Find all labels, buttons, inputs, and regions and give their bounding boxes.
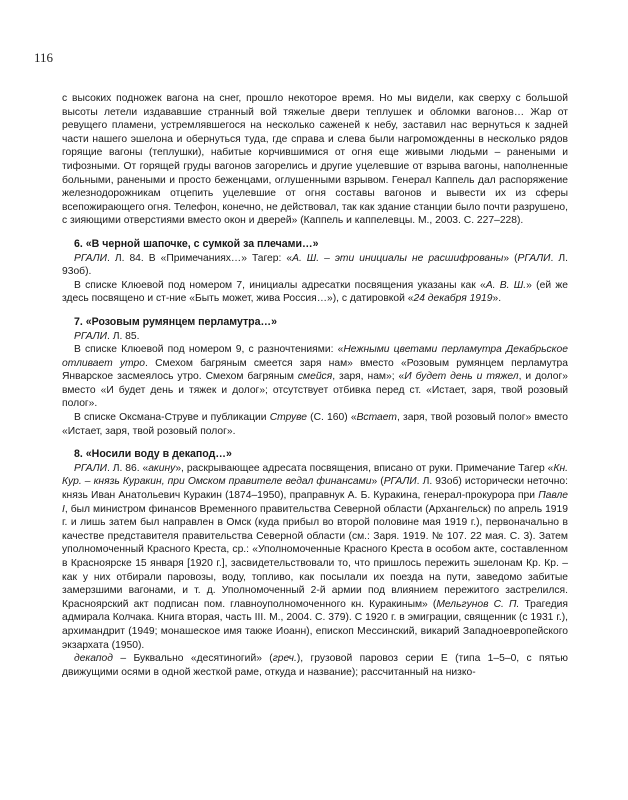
section-7-paragraph-2: В списке Клюевой под номером 9, с разночтениями: «Нежными цветами перламутра Декабрьское отливает утро. Смехом багряным смеется заря нам» вместо «Розовым румянцем перламутра Январское засмеялось утро. Смехом багряным смейся, заря, нам»; «И будет день и тяжел, и долог» вместо «И будет день и тяжек и долог»; отсутствует отбивка перед ст. «Истает, заря, твой розовый полог». [62,344,568,410]
section-8-paragraph-1: РГАЛИ. Л. 86. «акину», раскрывающее адресата посвящения, вписано от руки. Примечание Тагер «Кн. Кур. – князь Куракин, при Омском правителе ведал финансами» (РГАЛИ. Л. 93об) исторически неточно: князь Иван Анатольевич Куракин (1874–1950), праправнук А. Б. Куракина, генерал-прокурора при Павле I, был министром финансов Временного правительства Северной области (Архангельск) по апрель 1919 г. и лишь затем был направлен в Омск (куда прибыл во второй половине мая 1919 г.), первоначально в качестве представителя правительства Северной области (см.: Заря. 1919. № 107. 22 мая. С. 3). Затем уполномоченный Красного Креста, ср.: «Уполномоченные Красного Креста в особом акте, составленном в Красноярске 15 января [1920 г.], засвидетельствовали то, что пришлось пережить эшелонам Кр. Кр. – как у них отбирали паровозы, воду, топливо, как посылали их поезда на пути, заведомо забитые замерзшими вагонами, и т. д. Уполномоченный 2-й армии под влиянием пережитого застрелился. Красноярский акт подписан пом. главноуполномоченного кн. Куракиным» (Мельгунов С. П. Трагедия адмирала Колчака. Книга вторая, часть III. М., 2004. С. 379). С 1920 г. в эмиграции, священник (с 1931 г.), архимандрит (1949; монашеское имя также Иоанн), епископ Мессинский, викарий Западноевропейского экзархата (1950). [62,462,568,651]
section-7-paragraph-3: В списке Оксмана-Струве и публикации Струве (С. 160) «Встает, заря, твой розовый полог» вместо «Истает, заря, твой розовый полог». [62,412,568,437]
section-8-paragraph-2: декапод – Буквально «десятиногий» (греч.), грузовой паровоз серии Е (типа 1–5–0, с пятью движущими осями в одной жесткой раме, откуда и название); рассчитанный на низко- [62,653,568,678]
section-7-heading: 7. «Розовым румянцем перламутра…» [74,315,278,328]
section-8-heading: 8. «Носили воду в декапод…» [74,448,232,461]
page-body [62,92,568,679]
section-6-paragraph-2: В списке Клюевой под номером 7, инициалы адресатки посвящения указаны как «А. В. Ш.» (ей же здесь посвящено и ст-ние «Быть может, жива Россия…»), с датировкой «24 декабря 1919». [62,279,568,305]
section-6-heading: 6. «В черной шапочке, с сумкой за плечами…» [74,237,319,250]
intro-paragraph: с высоких подножек вагона на снег, прошло некоторое время. Но мы видели, как сверху с большой высоты летели издававшие странный вой тяжелые двери теплушек и обломки вагонов… Жар от ревущего пламени, устремлявшегося на несколько саженей к небу, заставил нас вернуться к задней части нашего эшелона и обернуться туда, где справа и слева были нагроможденны в несколько рядов горящие вагоны (теплушки), набитые корчившимися от огня еще живыми людьми – ранеными и тифозными. От горящей груды вагонов загорелись и другие уцелевшие от взрыва вагоны, наполненные больными, ранеными и просто беженцами, оглушенными взрывом. Генерал Каппель дал распоряжение железнодорожникам отцепить уцелевшие от огня составы вагонов и вывести их из сферы всепожирающего огня. Телефон, конечно, не действовал, так как здание станции было почти разрушено, с зияющими отверстиями вместо окон и дверей» (Каппель и каппелевцы. М., 2003. С. 227–228). [62,93,568,227]
section-7-paragraph-1: РГАЛИ. Л. 85. [74,330,140,342]
section-6-paragraph-1: РГАЛИ. Л. 84. В «Примечаниях…» Тагер: «А. Ш. – эти инициалы не расшифрованы» (РГАЛИ. Л. 93об). [62,252,568,278]
page-number: 116 [34,50,54,65]
